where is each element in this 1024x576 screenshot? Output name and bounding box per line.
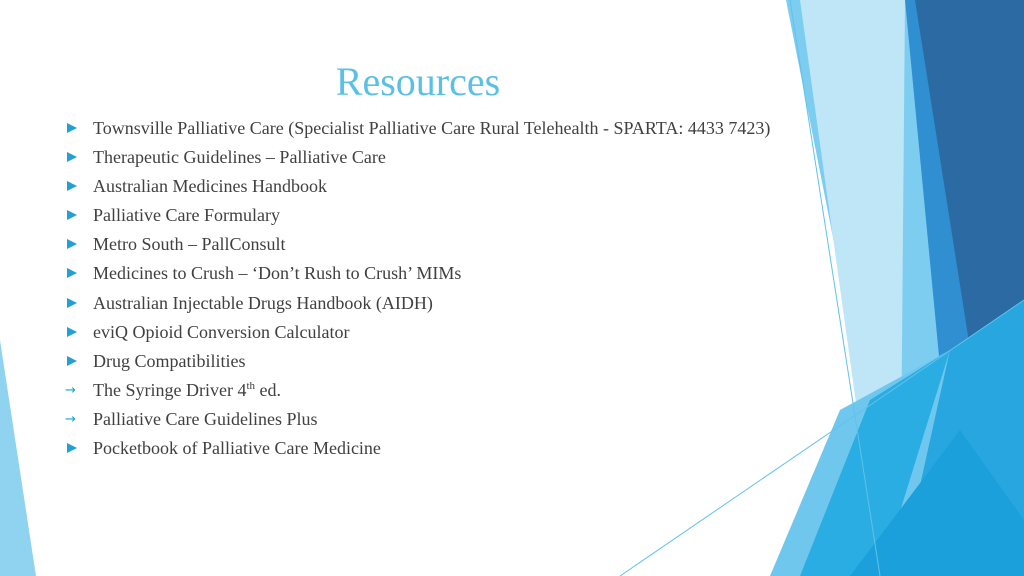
list-item-text: The Syringe Driver 4 [93,379,247,400]
list-item [64,347,824,376]
slide-title: Resources [335,59,501,104]
triangle-bullet-icon [64,201,84,230]
list-item [64,114,824,143]
list-item-text: Australian Medicines Handbook [93,176,327,197]
list-item-text: Pocketbook of Palliative Care Medicine [93,438,381,459]
list-item-text: Australian Injectable Drugs Handbook (AIDH) [93,292,433,313]
triangle-bullet-icon [64,114,84,143]
triangle-bullet-icon [64,289,84,318]
list-item [64,172,824,201]
triangle-bullet-icon [64,172,84,201]
superscript-text: th [246,379,256,392]
resource-list [64,114,824,463]
list-item-text: eviQ Opioid Conversion Calculator [93,321,350,342]
list-item [64,405,824,434]
list-item [64,201,824,230]
list-item [64,289,824,318]
list-item [64,318,824,347]
triangle-bullet-icon [64,230,84,259]
arrow-bullet-icon: → [65,382,76,398]
list-item-text: Palliative Care Formulary [93,205,280,226]
triangle-bullet-icon [64,434,84,463]
triangle-bullet-icon [64,318,84,347]
triangle-bullet-icon [64,143,84,172]
arrow-bullet-icon: → [65,411,76,427]
triangle-bullet-icon [64,347,84,376]
list-item-text: Townsville Palliative Care (Specialist Palliative Care Rural Telehealth - SPARTA: 4433 7423) [93,118,771,138]
list-item-suffix: ed. [255,379,282,400]
list-item-text: Metro South – PallConsult [93,234,286,255]
left-accent-shape [0,340,36,576]
list-item-text: Therapeutic Guidelines – Palliative Care [93,147,386,168]
list-item [64,376,824,405]
list-item [64,434,824,463]
list-item-text: Palliative Care Guidelines Plus [93,408,318,429]
list-item [64,143,824,172]
list-item [64,230,824,259]
list-item [64,259,824,288]
list-item-text: Medicines to Crush – ‘Don’t Rush to Crush’ MIMs [93,263,462,284]
list-item-text: Drug Compatibilities [93,350,246,371]
triangle-bullet-icon [64,259,84,288]
